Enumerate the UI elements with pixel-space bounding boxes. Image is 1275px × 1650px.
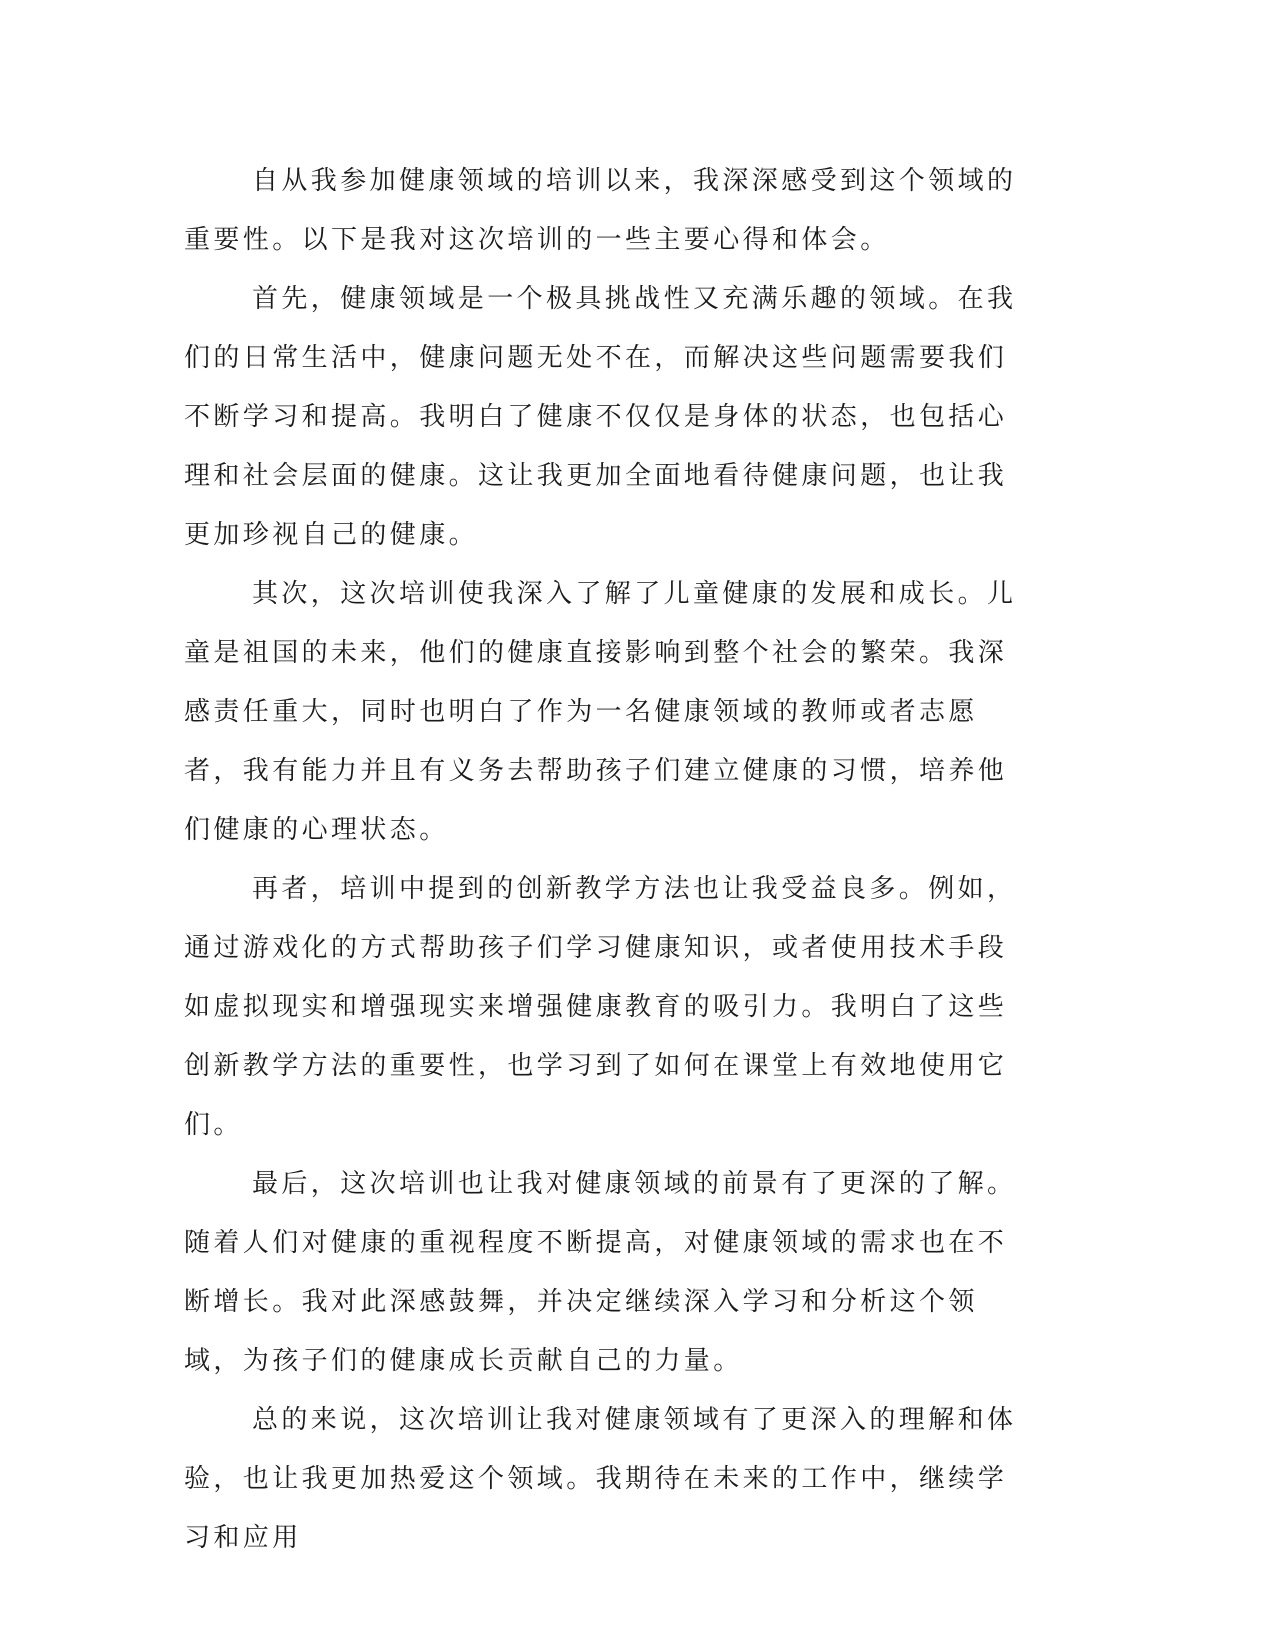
paragraph-intro: 自从我参加健康领域的培训以来，我深深感受到这个领域的重要性。以下是我对这次培训的一些主要心得和体会。 — [184, 166, 1017, 255]
paragraph-fourth: 最后，这次培训也让我对健康领域的前景有了更深的了解。随着人们对健康的重视程度不断提高，对健康领域的需求也在不断增长。我对此深感鼓舞，并决定继续深入学习和分析这个领域，为孩子们的健康成长贡献自己的力量。 — [184, 1169, 1017, 1376]
paragraph-conclusion: 总的来说，这次培训让我对健康领域有了更深入的理解和体验，也让我更加热爱这个领域。我期待在未来的工作中，继续学习和应用 — [184, 1405, 1017, 1553]
paragraph-second: 其次，这次培训使我深入了解了儿童健康的发展和成长。儿童是祖国的未来，他们的健康直接影响到整个社会的繁荣。我深感责任重大，同时也明白了作为一名健康领域的教师或者志愿者，我有能力并且有义务去帮助孩子们建立健康的习惯，培养他们健康的心理状态。 — [184, 579, 1017, 845]
paragraph-third: 再者，培训中提到的创新教学方法也让我受益良多。例如，通过游戏化的方式帮助孩子们学习健康知识，或者使用技术手段如虚拟现实和增强现实来增强健康教育的吸引力。我明白了这些创新教学方法的重要性，也学习到了如何在课堂上有效地使用它们。 — [184, 874, 1017, 1140]
paragraph-first: 首先，健康领域是一个极具挑战性又充满乐趣的领域。在我们的日常生活中，健康问题无处不在，而解决这些问题需要我们不断学习和提高。我明白了健康不仅仅是身体的状态，也包括心理和社会层面的健康。这让我更加全面地看待健康问题，也让我更加珍视自己的健康。 — [184, 284, 1017, 550]
document-body — [184, 152, 1026, 1568]
